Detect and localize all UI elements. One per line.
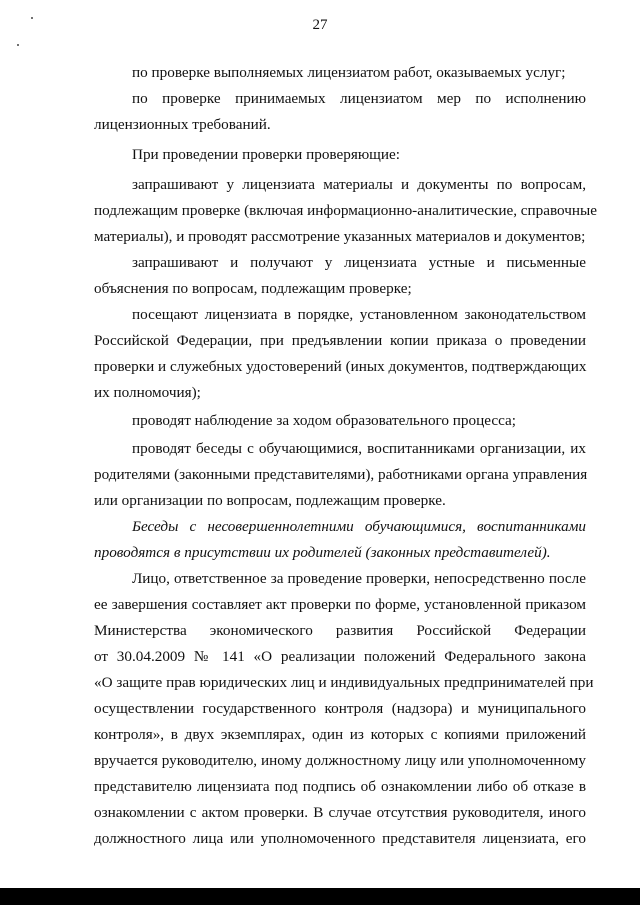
text-line: Лицо, ответственное за проведение проверки, непосредственно после [132,570,586,587]
text-line: по проверке выполняемых лицензиатом работ, оказываемых услуг; [132,64,566,81]
text-line: вручается руководителю, иному должностному лицу или уполномоченному [94,752,586,769]
text-line: лицензионных требований. [94,116,271,133]
text-line: запрашивают и получают у лицензиата устные и письменные [132,254,586,271]
text-line: от 30.04.2009 № 141 «О реализации положений Федерального закона [94,648,586,665]
text-line: представителю лицензиата под подпись об ознакомлении либо об отказе в [94,778,586,795]
scan-speck [17,44,19,46]
text-line: ознакомлении с актом проверки. В случае отсутствия руководителя, иного [94,804,586,821]
text-line: объяснения по вопросам, подлежащим проверке; [94,280,412,297]
text-line: подлежащим проверке (включая информационно-аналитические, справочные [94,202,597,219]
text-line: должностного лица или уполномоченного представителя лицензиата, его [94,830,586,847]
scan-speck [31,17,33,19]
text-line: проверки и служебных удостоверений (иных документов, подтверждающих [94,358,587,375]
text-line: запрашивают у лицензиата материалы и документы по вопросам, [132,176,586,193]
text-line: проводят беседы с обучающимися, воспитанниками организации, их [132,440,586,457]
text-line: проводят наблюдение за ходом образовательного процесса; [132,412,516,429]
text-line-italic: проводятся в присутствии их родителей (законных представителей). [94,544,551,561]
text-line-italic: Беседы с несовершеннолетними обучающимися, воспитанниками [132,518,586,535]
text-line: осуществлении государственного контроля (надзора) и муниципального [94,700,586,717]
text-line: посещают лицензиата в порядке, установленном законодательством [132,306,586,323]
text-line: ее завершения составляет акт проверки по форме, установленной приказом [94,596,586,613]
text-line: или организации по вопросам, подлежащим проверке. [94,492,446,509]
page-number: 27 [312,17,328,33]
text-line: При проведении проверки проверяющие: [132,146,400,163]
text-line: их полномочия); [94,384,201,401]
text-line: материалы), и проводят рассмотрение указанных материалов и документов; [94,228,586,245]
text-line: родителями (законными представителями), работниками органа управления [94,466,588,483]
scan-bottom-edge [0,888,640,905]
text-line: «О защите прав юридических лиц и индивидуальных предпринимателей при [94,674,594,691]
text-line: Министерства экономического развития Российской Федерации [94,622,586,639]
text-line: контроля», в двух экземплярах, один из которых с копиями приложений [94,726,586,743]
text-line: по проверке принимаемых лицензиатом мер по исполнению [132,90,586,107]
text-line: Российской Федерации, при предъявлении копии приказа о проведении [94,332,586,349]
